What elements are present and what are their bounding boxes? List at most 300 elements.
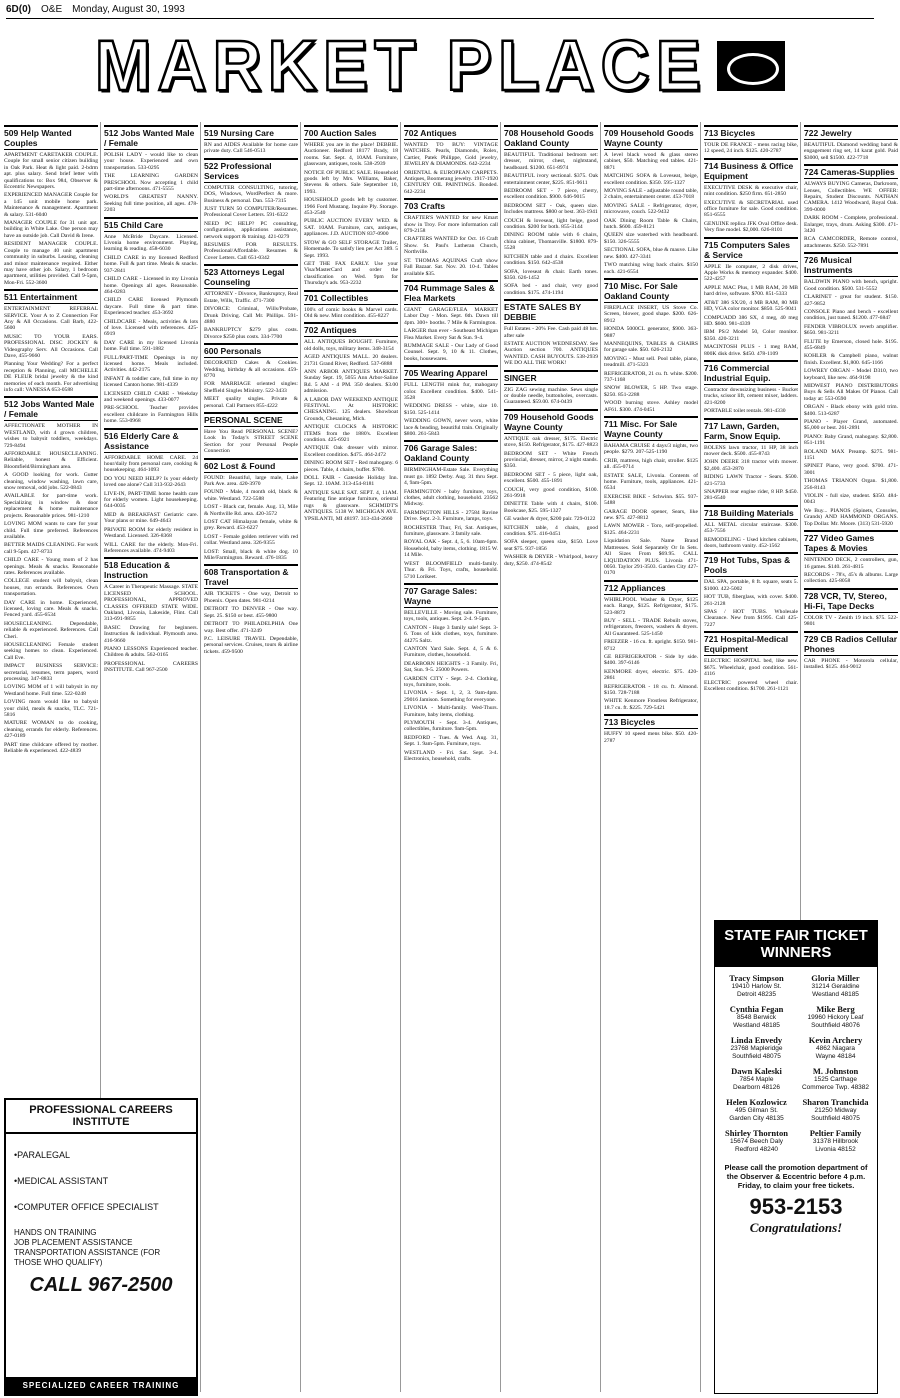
section-heading: 708 Household Goods Oakland County: [504, 125, 598, 150]
winner-city: Redford 48240: [734, 1145, 778, 1153]
winner-name: Dawn Kaleski: [731, 1066, 782, 1076]
classified-ad: GIANT GARAGE/FLEA MARKET Labor Day - Mon. Sept. 6th. Dawn till 4pm. 300+ booths. 7 Mile & Farmington.: [404, 306, 498, 326]
classified-ad: CANTON - Huge 3 family sale! Sept. 3-6. Tons of kids clothes, toys, furniture. 44275 Saltz.: [404, 624, 498, 644]
classified-ad: FOUND: Beautiful, large male, Lake Park Ave. area. 420-3970: [204, 474, 298, 487]
classified-ad: NOTICE OF PUBLIC SALE. Household goods left by Mrs. Williams, Baker, Stevens & others. Sale September 10, 1993.: [304, 169, 398, 195]
classified-ad: REMODELING - Used kitchen cabinets, doors, bathroom vanity. 452-1562: [704, 536, 798, 550]
section-heading: 518 Education & Instruction: [104, 557, 198, 582]
classified-ad: SNAPPER rear engine rider, 8 HP. $450. 281-6540: [704, 489, 798, 502]
winner-city: Southfield 48075: [811, 1114, 860, 1122]
classified-ad: FARMINGTON HILLS - 27584 Ravine Drive. Sept. 2-3. Furniture, lamps, toys.: [404, 509, 498, 523]
section-heading: 516 Elderly Care & Assistance: [104, 428, 198, 453]
classified-column: [204, 122, 301, 1392]
section-heading: 519 Nursing Care: [204, 125, 298, 140]
winner-entry: [798, 1004, 873, 1029]
section-heading: 700 Auction Sales: [304, 125, 398, 140]
section-heading: 511 Entertainment: [4, 289, 98, 304]
classified-ad: ELECTRIC powered wheel chair. Excellent condition. $1700. 261-1121: [704, 679, 798, 692]
classified-ad: ANTIQUE SALE SAT. SEPT. 4, 11AM. Featuring fine antique furniture, oriental rugs & glassware. SCHMIDT'S ANTIQUES. 5138 W. MICHIGAN AVE. YPSILANTI, MI 48197. 313-434-2660: [304, 489, 398, 522]
classified-ad: REDFORD - Tues. & Wed. Aug. 31, Sept. 1. 9am-5pm. Furniture, toys.: [404, 734, 498, 748]
classified-ad: AFFECTIONATE MOTHER IN WESTLAND, with 4 grown children, wishes to babysit toddlers, weekdays. 729-8494: [4, 423, 98, 449]
classified-ad: GET THE FAX EARLY. Use your Visa/MasterCard and order the classification on Wed. 9pm for Thursday's ads. 953-2232: [304, 260, 398, 287]
winner-name: Linda Envedy: [730, 1035, 783, 1045]
page-folio: [6, 4, 874, 19]
classified-ad: DINING ROOM SET - Red mahogany. 6 pieces. Table, 4 chairs, buffet. $700.: [304, 460, 398, 473]
classified-ad: WEST BLOOMFIELD multi-family. Thur. & Fri. Toys, crafts, household. 5710 Lorikeet.: [404, 560, 498, 580]
classified-ad: BANKRUPTCY $279 plus costs. Divorce $250 plus costs. 334-7700: [204, 327, 298, 340]
classified-ad: DINING ROOM table with 6 chairs, china cabinet, Thomasville. $1800. 879-5528: [504, 232, 598, 252]
classified-ad: DOLL FAIR - Gateside Holiday Inn. Sept. 12. 10AM. 313-454-8181: [304, 475, 398, 488]
winner-name: Tracy Simpson: [729, 973, 784, 983]
classified-ad: BEDROOM SET - White French provincial, dresser, mirror, 2 night stands. $350.: [504, 450, 598, 470]
classified-ad: HOUSEHOLD goods left by customer. 1966 Ford Mustang. Inquire Ply. Storage. 453-2540: [304, 197, 398, 217]
winner-name: Peltier Family: [809, 1128, 862, 1138]
classified-ad: WANTED TO BUY: VINTAGE WATCHES. Pearls, Diamonds, Rolex, Cartier, Patek Philippe, Gold jewelry, JEWELRY & DIAMONDS. 642-2234: [404, 142, 498, 168]
section-heading: 701 Collectibles: [304, 290, 398, 305]
classified-ad: GARAGE DOOR opener, Sears, like new. $75. 427-8812: [604, 508, 698, 522]
career-program: • MEDICAL ASSISTANT: [14, 1168, 188, 1194]
section-heading: PERSONAL SCENE: [204, 412, 298, 427]
classified-ad: AFFORDABLE HOUSECLEANING. Reliable, honest & Efficient. Bloomfield/Birmingham area.: [4, 451, 98, 470]
career-features: [6, 1228, 196, 1268]
classified-ad: HOUSECLEANING. Dependable, reliable & experienced. References. Call Cheri.: [4, 620, 98, 640]
classified-ad: CHILD CARE in my licensed Redford home. Full & part time. Meals & snacks. 937-2841: [104, 254, 198, 274]
classified-ad: SOFA, loveseat & chair. Earth tones. $350. 626-1452: [504, 268, 598, 281]
classified-ad: ANTIQUE oak dresser, $175. Electric stove, $150. Refrigerator, $175. 427-8823: [504, 435, 598, 449]
winner-address: 31214 Geraldine: [811, 983, 860, 990]
section-heading: 718 Building Materials: [704, 505, 798, 520]
classified-ad: IBM PS/2 Model 50, Color monitor. $350. 420-3211: [704, 329, 798, 342]
career-feature: TRANSPORTATION ASSISTANCE (FOR THOSE WHO QUALIFY): [14, 1248, 161, 1267]
classified-ad: RUMMAGE SALE - Our Lady of Good Counsel. Sept. 9, 10 & 11. Clothes, books, housewares.: [404, 342, 498, 362]
classified-ad: PRIVATE ROOM for elderly resident in Westland. Licensed. 326-8368: [104, 526, 198, 540]
classified-ad: THOMAS TRIANON Organ. $1,800. 256-8143: [804, 478, 898, 491]
classified-ad: DARK ROOM - Complete, professional. Enlarger, trays, drum. Asking $300. 471-3420: [804, 215, 898, 235]
classified-ad: A level black wood & glass stereo cabinet, $50. Matching end tables. 421-8871: [604, 152, 698, 171]
classified-ad: GE washer & dryer, $200 pair. 729-0122: [504, 516, 596, 523]
classified-ad: SPINET Piano, very good. $700. 471-3001: [804, 463, 898, 476]
classified-ad: ELECTRIC HOSPITAL bed, like new. $675. Wheelchair, good condition. 561-4116: [704, 658, 798, 678]
classified-ad: BEAUTIFUL Traditional bedroom set: dresser, mirror, chest, nightstand, headboard. $1200. 651-8974: [504, 152, 598, 171]
classified-ad: Planning Your Wedding? For a perfect reception & Planning, call MICHELLE DE FLEUR bridal jewelry & the kind memories of each month. For advertising info call: VANESSA 653-0588: [4, 361, 98, 393]
classified-ad: DETROIT TO DENVER - One way. Sept. 25. $150 or best. 455-9800: [204, 606, 298, 619]
winner-name: Cynthia Fegan: [729, 1004, 784, 1014]
winner-address: 4862 Niagara: [815, 1045, 856, 1052]
classified-ad: GE REFRIGERATOR - Side by side. $400. 397-6146: [604, 653, 698, 667]
issue-date: Monday, August 30, 1993: [72, 4, 185, 15]
classified-ad: ANTIQUE CLOCKS & HISTORIC ITEMS from the 1880's. Excellent condition. 425-6921: [304, 424, 398, 444]
classified-ad: JOHN DEERE 318 tractor with mower. $2,400. 453-2870: [704, 459, 798, 472]
career-program: • COMPUTER OFFICE SPECIALIST: [14, 1194, 188, 1220]
classified-ad: MIDWEST PIANO DISTRIBUTORS Buys & Sells All Makes Of Pianos. Call today at: 553-0590: [804, 382, 898, 402]
classified-ad: REFRIGERATOR, 21 cu. ft. white. $200. 737-1168: [604, 370, 698, 383]
classified-ad: OAK Dining Room Table & Chairs, hutch. $600. 459-8121: [604, 217, 698, 231]
winner-address: 19410 Harlow St.: [731, 983, 782, 990]
classified-ad: WESTLAND - Fri. Sat. Sept. 3-4. Electronics, household, crafts.: [404, 749, 498, 763]
classified-ad: CHILD CARE licensed Plymouth daycare. Full time & part time. Experienced teacher. 453-3692: [104, 297, 198, 317]
classified-ad: ANTIQUE Oak dresser with mirror. Excellent condition. $475. 464-2472: [304, 445, 398, 458]
classified-ad: AT&T 386 SX/20, 4 MB RAM, 80 MB HD, VGA color monitor. $850. 525-9041: [704, 299, 798, 313]
classified-ad: NEED PC HELP? PC consulting, configuration, applications assistance, network support & training. 421-0279: [204, 220, 298, 240]
state-fair-closing: Congratulations!: [749, 1220, 843, 1235]
classified-ad: GENUINE replica JFK Oval Office desk. Very fine model. $2,000. 626-8101: [704, 220, 798, 234]
classified-ad: ANN ARBOR ANTIQUES MARKET. Sunday Sept. 19, 5055 Ann Arbor-Saline Rd. 5 AM - 4 PM. 350 dealers. $3.00 admission.: [304, 368, 398, 395]
classified-ad: FLUTE by Emerson, closed hole. $195. 455-6849: [804, 338, 898, 351]
winner-city: Westland 48185: [812, 990, 859, 998]
classified-ad: INFANT & toddler care, full time in my licensed Canton home. 981-4339: [104, 375, 198, 389]
classified-ad: WASHER & DRYER - Whirlpool, heavy duty, $250. 474-8542: [504, 554, 598, 567]
classified-ad: RCA CAMCORDER, Remote control, attachments. $250. 552-7891: [804, 236, 898, 249]
classified-ad: CRAFTERS WANTED for Oct. 16 Craft Show. St. Paul's Lutheran Church, Northville.: [404, 236, 498, 256]
winner-entry: [719, 1128, 794, 1153]
classified-ad: LOWREY ORGAN - Model D310, two keyboard, like new. 464-9198: [804, 368, 898, 381]
classified-ad: POLISH LADY - would like to clean your house. Experienced and own transportation. 533-0295: [104, 152, 198, 171]
section-heading: 728 VCR, TV, Stereo, Hi-Fi, Tape Decks: [804, 588, 898, 613]
classified-ad: WORLD'S GREATEST NANNY. Seeking full time position, all ages. 478-2203: [104, 194, 198, 214]
section-heading: 512 Jobs Wanted Male / Female: [4, 396, 98, 421]
classified-ad: DINETTE Table with 4 chairs, $100. Bookcase, $25. 595-1327: [504, 501, 598, 514]
classified-ad: KENMORE dryer, electric. $75. 420-2861: [604, 668, 698, 682]
winner-name: Mike Berg: [816, 1004, 855, 1014]
winner-city: Southfield 48075: [732, 1052, 781, 1060]
classified-ad: FREEZER - 16 cu. ft. upright. $150. 981-8712: [604, 639, 698, 652]
classified-ad: A Career in Therapeutic Massage. STATE LICENSED SCHOOL. PROFESSIONAL, APPROVED CLASSES OFFERED STATE WIDE. Oakland, Livonia, Lakeside, Flint. Call 313-691-9855: [104, 584, 198, 623]
section-heading: 608 Transportation & Travel: [204, 564, 298, 589]
winner-city: Southfield 48076: [811, 1021, 860, 1029]
winner-city: Westland 48185: [733, 1021, 780, 1029]
classified-ad: MED & BREAKFAST Geriatric care. Your plans or mine. 649-4643: [104, 511, 198, 525]
section-heading: 721 Hospital-Medical Equipment: [704, 631, 798, 656]
state-fair-phone: 953-2153: [749, 1194, 843, 1219]
section-heading: 716 Commercial Industrial Equip.: [704, 360, 798, 385]
winner-name: Gloria Miller: [811, 973, 860, 983]
classified-ad: EXPERIENCED MANAGER Couple for a 145 unit mobile home park. Maintenance & management. Apartment & salary. 531-6040: [4, 192, 98, 218]
classified-ad: SNOW BLOWER, 5 HP. Two stage. $250. 851-2288: [604, 385, 698, 398]
classified-ad: LOVING mom would like to babysit your child, meals & snacks, TLC. 721-5816: [4, 699, 98, 719]
winner-address: 19960 Hickory Leaf: [807, 1014, 864, 1021]
classified-ad: ZIG ZAG sewing machine. Sews single or double needle, buttonholes, overcasts. Guaranteed. $59.00. 674-0439: [504, 386, 598, 406]
classified-ad: BIRMINGHAM-Estate Sale. Everything must go. 1892 Derby. Aug. 31 thru Sept. 4, 9am-5pm.: [404, 467, 498, 487]
winner-city: Livonia 48152: [815, 1145, 856, 1153]
state-fair-title: STATE FAIR TICKET WINNERS: [715, 921, 877, 967]
masthead-logo-icon: [717, 41, 785, 91]
classified-ad: AVAILABLE for part-time work. Specializing in window & door replacement & home maintenance projects. Reasonable prices. 981-1210: [4, 493, 98, 519]
classified-ad: ROYAL OAK - Sept. 4, 5, 6. 10am-6pm. Household, baby items, clothing. 1815 W. 14 Mile.: [404, 539, 499, 559]
classified-ad: SOFA bed - and chair, very good condition. $175. 474-1194: [504, 283, 598, 296]
classified-ad: TOUR DE FRANCE - mens racing bike, 12 speed, 24 inch. $125. 420-2787: [704, 142, 798, 155]
classified-ad: KOHLER & Campbell piano, walnut finish. Excellent. $1,800. 645-1166: [804, 353, 898, 366]
classified-ad: HOUSECLEANING Female student seeking homes to clean. Experienced. Call Eve.: [4, 642, 98, 661]
classified-ad: COLOR TV - Zenith 19 inch. $75. 522-9801: [804, 614, 898, 628]
classified-ad: ALWAYS BUYING Cameras, Darkroom, Lenses, Collectibles. WE OFFER: Repairs, Student Discounts. NATHAN CAMERA. 1412 Woodward, Royal Oak. 399-0000: [804, 181, 898, 213]
classified-ad: DECORATED Cakes & Cookies. Wedding, birthday & all occasions. 459-8770: [204, 360, 298, 379]
classified-ad: FULL LENGTH mink fur, mahogany color. Excellent condition. $400. 541-3528: [404, 382, 498, 401]
classified-ad: MACINTOSH PLUS - 1 meg RAM, 800K disk drive. $450. 478-1109: [704, 344, 798, 357]
classified-ad: WILL CARE for the elderly. Mon-Fri. References available. 474-9403: [104, 541, 198, 554]
winner-name: Sharon Tranchida: [802, 1097, 869, 1107]
career-programs-list: [6, 1142, 196, 1220]
classified-ad: DAY CARE in home. Experienced, licensed, loving care. Meals & snacks. Fenced yard. 455-6534: [4, 599, 98, 619]
classified-ad: PUBLIC AUCTION EVERY WED. & SAT. 10AM. Furniture, cars, antiques, appliances. J.D. AUCTION 837-0900: [304, 218, 398, 238]
classified-ad: LIVONIA - Multi-family. Wed-Thurs. Furniture, baby items, clothing.: [404, 705, 498, 718]
classified-ad: MANNEQUINS, TABLES & CHAIRS for garage sale. $50. 626-2132: [604, 340, 698, 354]
classified-ad: HUFFY 10 speed mens bike. $50. 420-2787: [604, 731, 698, 744]
winner-entry: [719, 973, 794, 998]
classified-ad: HOT TUB, fiberglass, with cover. $400. 261-2128: [704, 594, 798, 607]
classified-ad: BASIC Drawing for beginners. Instruction & individual. Plymouth area. 416-9660: [104, 624, 198, 644]
winner-address: 8548 Berwick: [736, 1014, 777, 1021]
section-heading: 715 Computers Sales & Service: [704, 237, 798, 262]
section-heading: 717 Lawn, Garden, Farm, Snow Equip.: [704, 418, 798, 443]
section-heading: 711 Misc. For Sale Wayne County: [604, 416, 698, 441]
classified-ad: PIANO: Baby Grand, mahogany. $2,800. 851-1191: [804, 433, 898, 447]
classified-ad: QUEEN size waterbed with headboard. $150. 326-5555: [604, 232, 698, 245]
classified-ad: COUCH & loveseat, light beige, good condition. $200 for both. 855-3144: [504, 217, 598, 231]
classified-ad: WHERE you are in the place! DEBBIE. Auctioneer. Redford 18177 Brady, 18 rooms. Sat. Sept. 4, 10AM. Furniture, glassware, antiques, tools. 538-2939: [304, 142, 398, 168]
classified-ad: RESUMES FOR RESULTS. Professional/Affordable. Resumes & Cover Letters. Call 651-0342: [204, 242, 298, 261]
winner-entry: [719, 1066, 794, 1091]
classified-ad: CHILDCARE - Meals, activities & lots of love. Licensed with references. 425-6919: [104, 318, 198, 338]
classified-ad: NINTENDO DECK, 2 controllers, gun, 16 games. $140. 261-4815: [804, 557, 898, 570]
section-heading: 600 Personals: [204, 343, 298, 358]
classified-ad: LOST - Black cat, female. Aug. 13, Mile & Northville Rd. area. 420-3572: [204, 504, 298, 517]
classified-ad: ENTERTAINMENT REFERRAL SERVICE. Your A to Z Connection For Any & All Occasions. Call Barb, 422-5600: [4, 306, 98, 332]
classified-ad: MANAGER COUPLE for 31 unit apt. building in White Lake. One person may have an outside job. Call David & Irene.: [4, 220, 98, 239]
section-heading: 724 Cameras-Supplies: [804, 164, 898, 179]
classified-ad: RIDING LAWN Tractor - Sears. $500. 421-5733: [704, 474, 798, 487]
classified-ad: PORTABLE toilet rentals. 981-4330: [704, 408, 786, 415]
classified-ad: A GOOD looking for work. Gutter cleaning, window washing, lawn care, snow removal, odd jobs. 522-0843: [4, 472, 98, 492]
classified-ad: ROLAND MAX Preamp. $275. 981-1151: [804, 448, 898, 462]
classified-ad: CHILD CARE - Young mom of 2 has openings. Meals & snacks. Reasonable rates. References available.: [4, 557, 98, 576]
winner-address: 15674 Beech Daly: [729, 1138, 784, 1145]
classified-ad: KITCHEN table and 4 chairs. Excellent condition. $150. 642-4538: [504, 253, 598, 267]
classified-ad: LIVONIA - Sept. 1, 2, 3. 9am-4pm. 29016 Jamison. Something for everyone.: [404, 690, 498, 703]
classified-ad: PART time childcare offered by mother. Reliable & experienced. 422-4839: [4, 741, 98, 755]
classified-ad: CLARINET - great for student. $150. 427-9852: [804, 294, 898, 307]
classified-ad: IMPACT BUSINESS SERVICE: secretarial, resumes, term papers, word processing. 347-8833: [4, 663, 98, 683]
classified-ad: A LABOR DAY WEEKEND ANTIQUE FESTIVAL At HISTORIC CHESANING. 125 dealers. Showboat Grounds, Chesaning, Mich.: [304, 396, 398, 422]
winner-address: 7854 Maple: [739, 1076, 774, 1083]
winner-city: Dearborn 48126: [733, 1083, 780, 1091]
section-heading: 703 Crafts: [404, 198, 498, 213]
classified-ad: AGED ANTIQUES MALL. 20 dealers. 21731 Grand River, Redford. 537-6888: [304, 354, 398, 367]
classified-ad: EXERCISE BIKE - Schwinn. $55. 937-5488: [604, 493, 698, 507]
classified-ad: EXECUTIVE & SECRETARIAL used office furniture for sale. Good condition. 851-6555: [704, 199, 798, 219]
classified-ad: MUSIC TO YOUR EARS. PROFESSIONAL DISC JOCKEY & Videography Serv. All Occasions. Call Dave, 455-9660: [4, 333, 98, 359]
classified-ad: MATCHING SOFA & Loveseat, beige, excellent condition. $350. 595-1327: [604, 173, 698, 186]
classified-ad: WHIRLPOOL Washer & Dryer, $125 each. Range, $125. Refrigerator, $175. 523-8872: [604, 596, 698, 616]
section-heading: ESTATE SALES BY DEBBIE: [504, 299, 598, 324]
winner-address: 21250 Midway: [814, 1107, 857, 1114]
classified-column: [304, 122, 401, 1392]
classified-ad: Liquidation Sale. Name Brand Mattresses. Sold Separately Or In Sets. All Sizes From $69.95. CALL LIQUIDATION PLUS. Livonia 471-0050. Taylor 291-3503. Garden City 427-0170: [604, 538, 698, 577]
winner-name: Kevin Archery: [808, 1035, 863, 1045]
classified-column: [404, 122, 501, 1392]
classified-ad: HONDA 5000CL generator, $900. 363-9887: [604, 326, 698, 339]
classified-ad: CAR PHONE - Motorola cellular, installed. $125. 464-9012: [804, 657, 898, 670]
section-heading: 712 Appliances: [604, 580, 698, 595]
classified-ad: COMPUTER CONSULTING, tutoring, DOS, Windows, WordPerfect & more. Business & personal. Dan. 553-7315: [204, 184, 298, 204]
classified-ad: BETTER MAIDS CLEANING. For work call 9-5pm. 427-8733: [4, 542, 99, 555]
classified-ad: PIANO - Player Grand, automated. $5,000 or best. 261-2891: [804, 419, 898, 432]
classified-ad: KITCHEN table, 4 chairs, good condition. $75. 416-0451: [504, 524, 598, 538]
classified-ad: DEARBORN HEIGHTS - 3 Family. Fri, Sat, Sun. 9-5. 25000 Powers.: [404, 660, 498, 674]
classified-column: [604, 122, 701, 1392]
classified-ad: LOVING MOM of 1 will babysit in my Westland home. Full time. 522-0248: [4, 684, 98, 697]
classified-column: [504, 122, 601, 1392]
career-phone: CALL 967-2500: [29, 1274, 173, 1296]
classified-ad: THE LEARNING GARDEN PRESCHOOL Now accepting 1 child part-time afternoons. 471-5555: [104, 173, 198, 193]
classified-ad: MOVING - Must sell. Pool table, piano, treadmill. 471-5323: [604, 355, 698, 369]
winner-city: Garden City 48135: [729, 1114, 784, 1122]
classified-ad: ESTATE AUCTION WEDNESDAY. See Auction section 700. ANTIQUES WANTED. CASH BUYOUTS. 538-2939 WE DO ALL THE WORK!: [504, 340, 598, 367]
winner-entry: [798, 1066, 873, 1091]
classified-ad: PROFESSIONAL CAREERS INSTITUTE. Call 967-2500: [104, 660, 198, 674]
classified-ad: 100's of comic books & Marvel cards. Old & new. Mint condition. 455-8227: [304, 306, 398, 319]
classified-ad: BEDROOM SET - 5 piece, light oak, excellent. $500. 455-1891: [504, 471, 598, 485]
classified-ad: RESIDENT MANAGER COUPLE. Couple to manage 40 unit apartment community in suburbs. Leasing, cleaning and minor maintenance required. Either may have other job. Salary, 1 bedroom apartment, utilities provided. Call 9-5pm, Mon-Fri. 552-3600: [4, 241, 98, 286]
classified-ad: SPAS / HOT TUBS. Wholesale Clearance. New from $1995. Call 425-7227: [704, 609, 798, 628]
classified-ad: DETROIT TO PHILADELPHIA One way. Best offer. 471-3249: [204, 621, 298, 634]
winner-entry: [719, 1004, 794, 1029]
classified-ad: CRAFTER'S WANTED for new Kmart show in Troy. For more information call 879-2158: [404, 215, 498, 235]
classified-ad: Anne McBride Daycare. Licensed. Livonia home environment. Playing, learning & reading. 458-6030: [104, 233, 198, 253]
section-heading: 710 Misc. For Sale Oakland County: [604, 278, 698, 303]
classified-ad: DO YOU NEED HELP? Is your elderly loved one alone? Call 313-932-2643: [104, 475, 198, 489]
classified-ad: WOOD burning stove. Ashley model AF61. $300. 474-0451: [604, 400, 698, 413]
section-heading: 515 Child Care: [104, 217, 198, 232]
classified-ad: JUST TURN 50 COMPUTER/Resumes. Professional Cover Letters. 591-6322: [204, 206, 298, 219]
classified-ad: LOST CAT Himalayan female, white & grey. Reward. 453-6227: [204, 519, 298, 532]
winner-entry: [798, 1035, 873, 1060]
classified-ad: CANTON Yard Sale. Sept. 4, 5 & 6. Furniture, clothes, household.: [404, 645, 498, 659]
classified-ad: LOVING MOM wants to care for your child. Full time preferred. References available.: [4, 521, 98, 540]
classified-ad: FIREPLACE INSERT, US Stove Co. Screen, blower, good shape. $200. 626-8912: [604, 304, 698, 324]
section-heading: 705 Wearing Apparel: [404, 365, 498, 380]
classified-ad: CONSOLE Piano and bench - excellent condition, just tuned. $1200. 477-6847: [804, 308, 898, 322]
masthead-title: MARKET PLACE: [94, 26, 708, 106]
masthead: [40, 18, 840, 114]
classified-ad: Full Estates - 20% Fee. Cash paid 48 hrs. after sale: [504, 326, 598, 339]
career-tagline: SPECIALIZED CAREER TRAINING: [6, 1377, 196, 1394]
classified-ad: APPLE IIe computer, 2 disk drives, Apple Works & memory expander. $400. 522-4257: [704, 263, 798, 283]
classified-ad: ORGAN - Black ebony with gold trim. $400. 513-6287: [804, 404, 898, 417]
section-heading: 714 Business & Office Equipment: [704, 158, 798, 183]
section-heading: 702 Antiques: [304, 322, 398, 337]
winner-name: Shirley Thornton: [725, 1128, 788, 1138]
classified-ad: DAL SPA, portable, 8 ft. square, seats 5. $1000. 422-5002: [704, 579, 798, 592]
winner-city: Wayne 48184: [815, 1052, 856, 1060]
classified-ad: WEDDING DRESS - white, size 10. $150. 525-1414: [404, 403, 498, 416]
classified-ad: PLYMOUTH - Sept. 3-4. Antiques, collectibles, furniture. 9am-5pm.: [404, 720, 498, 733]
winner-address: 1525 Carthage: [813, 1076, 857, 1083]
classified-ad: CHILD CARE - Licensed in my Livonia home. Openings all ages. Reasonable. 464-0283: [104, 276, 198, 295]
classified-ad: ORIENTAL & EUROPEAN CARPETS. Antiques, Boomerang jewelry. 1917-1920 CENTURY OIL PAINTINGS. Bonded. 642-2234: [404, 169, 498, 195]
classified-ad: APARTMENT CARETAKER COUPLE. Couple for small senior citizen building in Oak Park. Heat & light paid. 2-bdrm apt. plus salary. Send brief letter with qualifications to: Box 984, Observer & Eccentric Newspapers.: [4, 152, 98, 191]
classified-ad: BUY - SELL - TRADE Rebuilt stoves, refrigerators, freezers, washers & dryers. All Guaranteed. 525-1450: [604, 617, 698, 637]
winner-address: 23768 Mapleridge: [730, 1045, 783, 1052]
classified-ad: BEAUTIFUL ivory sectional. $375. Oak entertainment center, $225. 851-9611: [504, 173, 598, 186]
classified-ad: FULL/PART-TIME Openings in my licensed home. Meals included. Activities. 442-2175: [104, 354, 198, 374]
page-number: 6D(0): [6, 4, 32, 15]
classified-ad: P.C. LEISURE TRAVEL Dependable, personal services. Cruises, tours & airline tickets. 459-9500: [204, 635, 298, 655]
classified-ad: BAHAMA CRUISE 4 days/3 nights, two people. $279. 207-525-1190: [604, 443, 698, 456]
classified-ad: FARMINGTON - baby furniture, toys, clothes, adult clothing, household. 23562 Midway.: [404, 488, 498, 508]
section-heading: 523 Attorneys Legal Counseling: [204, 264, 298, 289]
classified-ad: ATTORNEY - Divorce, Bankruptcy, Real Estate, Wills, Traffic. 471-7300: [204, 291, 298, 304]
classified-ad: GARDEN CITY - Sept. 2-4. Clothing, toys, furniture, tools.: [404, 675, 498, 688]
classified-ad: LIVE-IN, PART-TIME home health care for elderly women. Light housekeeping. 644-0035: [104, 490, 198, 510]
section-heading: 522 Professional Services: [204, 158, 298, 183]
classified-ad: LARGER than ever - Southeast Michigan Flea Market. Every Sat & Sun. 9-4.: [404, 328, 498, 341]
classified-ad: REFRIGERATOR - 18 cu. ft. Almond. $150. 728-7188: [604, 683, 698, 696]
classified-ad: WHITE Kenmore Frostless Refrigerator, 18.7 cu. ft. $225. 729-5421: [604, 698, 698, 711]
classified-ad: RN and AIDES Available for home care private duty. Call 546-0513: [204, 142, 298, 155]
classified-ad: PIANO LESSONS Experienced teacher. Children & adults. 562-0165: [104, 645, 198, 659]
section-heading: 727 Video Games Tapes & Movies: [804, 530, 898, 555]
classified-ad: ST. THOMAS AQUINAS Craft show Fall Bazaar. Sat. Nov. 20. 10-4. Tables available $35.: [404, 257, 498, 277]
section-heading: 713 Bicycles: [604, 714, 698, 729]
classified-ad: MOVING SALE - Refrigerator, dryer, microwave, couch. 522-9432: [604, 202, 698, 216]
winner-city: Commerce Twp. 48382: [801, 1083, 870, 1091]
classified-ad: TWO matching wing back chairs. $150 each. 421-6554: [604, 262, 698, 275]
classified-ad: EXECUTIVE DESK & executive chair, mint condition. $250 firm. 651-2850: [704, 184, 798, 198]
classified-ad: PRE-SCHOOL Teacher provides excellent childcare in Farmington Hills home. 553-0968: [104, 405, 198, 425]
career-institute-ad: [4, 1098, 198, 1396]
classified-ad: ALL ANTIQUES BOUGHT. Furniture, old dolls, toys, military items. 348-3154: [304, 339, 398, 352]
classified-ad: BEDROOM SET - Oak, queen size. Includes mattress. $800 or best. 363-1941: [504, 202, 598, 216]
classified-ad: COLLEGE student will babysit, clean houses, run errands. References. Own transportation.: [4, 578, 98, 598]
winner-name: M. Johnston: [812, 1066, 859, 1076]
section-heading: 709 Household Goods Wayne County: [504, 409, 598, 434]
classified-ad: BEAUTIFUL Diamond wedding band & engagement ring set, 14 karat gold. Paid $3000, sell $1500. 422-7718: [804, 142, 898, 161]
classified-ad: STOW & GO SELF STORAGE Trailer, Homemade. To satisfy lien per Act 389. 5 Sept. 1993.: [304, 239, 398, 259]
classified-ad: AFFORDABLE HOME CARE. 24 hour/daily from personal care, cooking & housekeeping. 464-1093: [104, 454, 198, 474]
classified-ad: BELLEVILLE - Moving sale. Furniture, toys, tools, antiques. Sept. 2-4. 9-5pm.: [404, 609, 498, 623]
winner-entry: [798, 1128, 873, 1153]
section-heading: 706 Garage Sales: Oakland County: [404, 440, 498, 465]
classified-ad: Have You Read PERSONAL SCENE? Look In Today's STREET SCENE Section for your Personal People Connection: [204, 428, 298, 455]
classified-ad: BEDROOM SET - 7 piece, cherry, excellent condition. $900. 646-9015: [504, 188, 598, 201]
section-heading: 722 Jewelry: [804, 125, 898, 140]
classified-ad: CRIB, mattress, high chair, stroller. $125 all. 455-0714: [604, 457, 698, 471]
classified-ad: COMPUADD 386 SX, 4 meg, 40 meg HD. $600. 981-4339: [704, 314, 798, 327]
career-ad-title: PROFESSIONAL CAREERS INSTITUTE: [6, 1100, 196, 1134]
classified-ad: ROCHESTER Thur, Fri, Sat. Antiques, furniture, glassware. 3 family sale.: [404, 524, 498, 538]
classified-ad: APPLE MAC Plus, 1 MB RAM, 20 MB hard drive, software. $700. 851-5333: [704, 284, 798, 298]
classified-ad: We Buy... PIANOS (Spinets, Consoles, Grands) AND HAMMOND ORGANS. Top Dollar. Mr. Moore. (313) 531-5920: [804, 507, 898, 527]
section-heading: 726 Musical Instruments: [804, 252, 898, 277]
section-heading: 704 Rummage Sales & Flea Markets: [404, 280, 498, 305]
section-heading: 509 Help Wanted Couples: [4, 125, 98, 150]
winner-address: 495 Gilman St.: [735, 1107, 778, 1114]
classified-ad: DAY CARE in my licensed Livonia home. Full time. 591-1882: [104, 339, 198, 353]
section-heading: 719 Hot Tubs, Spas & Pools: [704, 552, 798, 577]
section-heading: 709 Household Goods Wayne County: [604, 125, 698, 150]
section-heading: 707 Garage Sales: Wayne: [404, 583, 498, 608]
classified-ad: COUCH, very good condition, $100. 261-9918: [504, 486, 598, 500]
classified-ad: LOST: Small, black & white dog. 10 Mile/Farmington. Reward. 476-1835: [204, 548, 298, 562]
state-fair-winners-box: [714, 920, 878, 1394]
classified-ad: ALL METAL circular staircase. $300. 453-7556: [704, 521, 798, 535]
classified-ad: FOR MARRIAGE oriented singles: Sheffield Singles Ministry. 522-3433: [204, 381, 298, 394]
classified-ad: LOST - Female golden retriever with red collar. Westland area. 326-9355: [204, 533, 298, 547]
classified-ad: AIR TICKETS - One way, Detroit to Phoenix. Open dates. 981-0214: [204, 591, 298, 604]
classified-ad: MOVING SALE - adjustable round table, 2 chairs, entertainment center. 453-7018: [604, 188, 698, 201]
classified-ad: Contractor downsizing business - Bucket trucks, scissor lift, cement mixer, ladders. 421-8200: [704, 386, 798, 406]
career-feature: HANDS ON TRAINING: [14, 1228, 97, 1237]
